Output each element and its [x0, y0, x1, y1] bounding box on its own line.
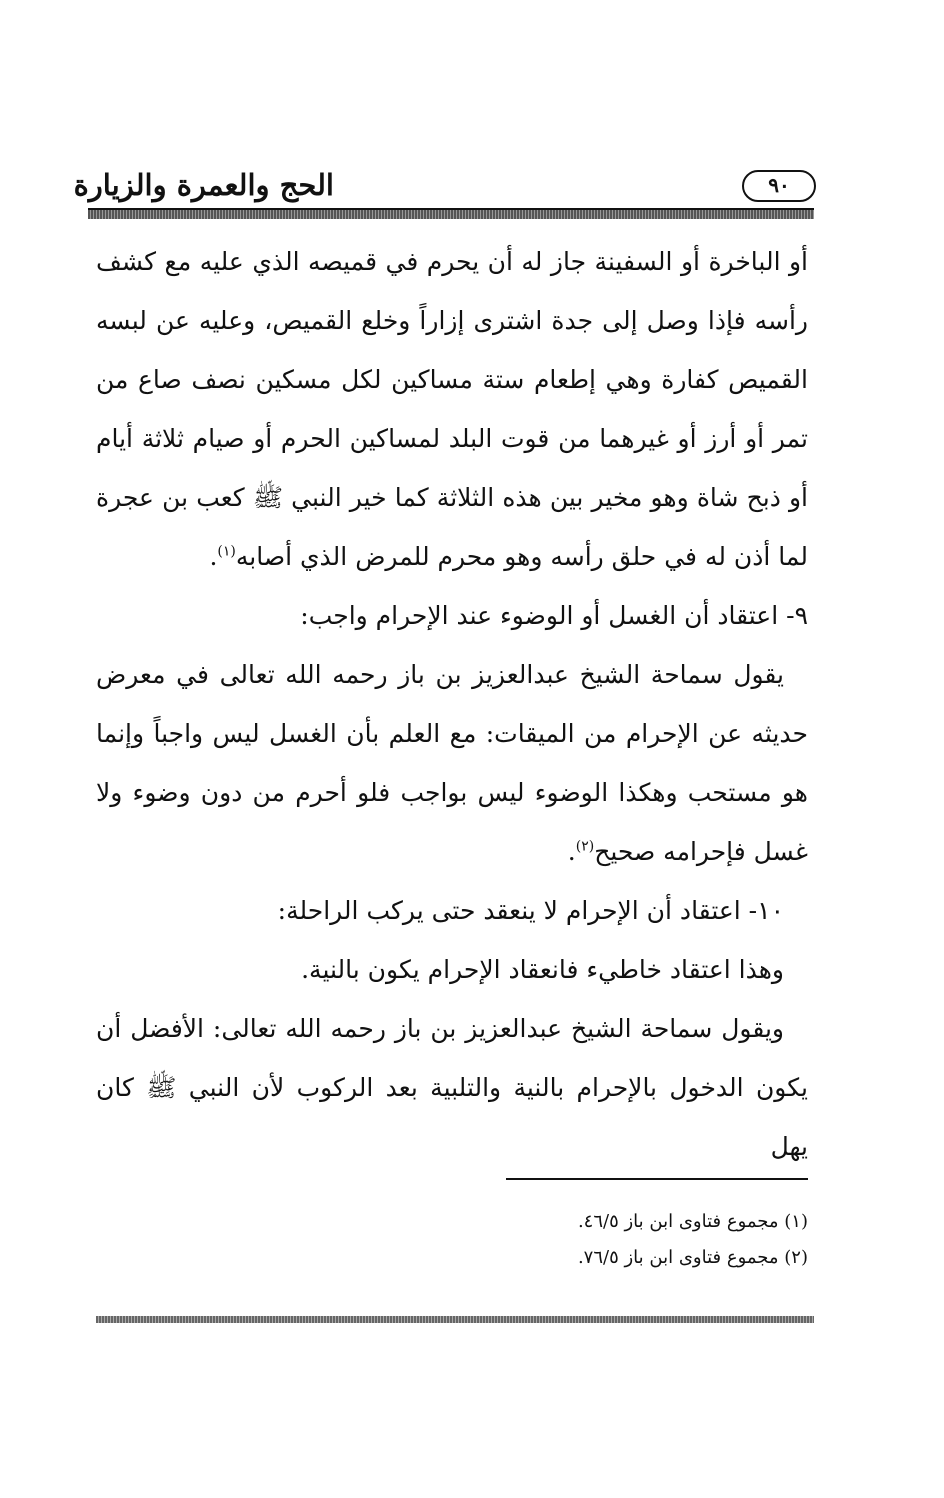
footnote-ref-1: (١) — [217, 543, 236, 560]
paragraph-continuation: أو الباخرة أو السفينة جاز له أن يحرم في قميصه الذي عليه مع كشف رأسه فإذا وصل إلى جدة اشترى إزاراً وخلع القميص، وعليه عن لبسه القميص كفارة وهي إطعام ستة مساكين لكل مسكين نصف صاع من تمر أو أرز أو غيرهما من قوت البلد لمساكين الحرم أو صيام ثلاثة أيام أو ذبح شاة وهو مخير بين هذه الثلاثة كما خير النبي ﷺ كعب بن عجرة لما أذن له في حلق رأسه وهو محرم للمرض الذي أصابه$^{(١)}$. — [96, 247, 808, 571]
section-heading-10: ١٠- اعتقاد أن الإحرام لا ينعقد حتى يركب الراحلة: — [277, 896, 784, 925]
footnote-ref-2: (٢) — [575, 838, 595, 855]
footnotes — [300, 1204, 808, 1276]
footnote-separator — [506, 1178, 808, 1180]
running-title: الحج والعمرة والزيارة — [73, 168, 334, 202]
header-rule — [88, 208, 814, 219]
footnote-1: (١) مجموع فتاوى ابن باز ٤٦/٥. — [577, 1211, 808, 1232]
paragraph-ibn-baz-2: ويقول سماحة الشيخ عبدالعزيز بن باز رحمه الله تعالى: الأفضل أن يكون الدخول بالإحرام بالنية والتلبية بعد الركوب لأن النبي ﷺ كان يهل — [96, 1014, 808, 1161]
paragraph-niyyah: وهذا اعتقاد خاطيء فانعقاد الإحرام يكون بالنية. — [301, 955, 784, 984]
page-header — [73, 166, 814, 212]
main-text — [96, 232, 808, 1176]
page-number-badge: ٩٠ — [742, 170, 816, 202]
section-heading-9: ٩- اعتقاد أن الغسل أو الوضوء عند الإحرام واجب: — [300, 601, 808, 630]
footnote-2: (٢) مجموع فتاوى ابن باز ٧٦/٥. — [577, 1247, 808, 1268]
footer-rule — [96, 1316, 814, 1323]
paragraph-ibn-baz-1: يقول سماحة الشيخ عبدالعزيز بن باز رحمه الله تعالى في معرض حديثه عن الإحرام من الميقات: مع العلم بأن الغسل ليس واجباً وإنما هو مستحب وهكذا الوضوء ليس بواجب فلو أحرم من دون وضوء ولا غسل فإحرامه صحيح$^{(٢)}$. — [96, 660, 808, 866]
